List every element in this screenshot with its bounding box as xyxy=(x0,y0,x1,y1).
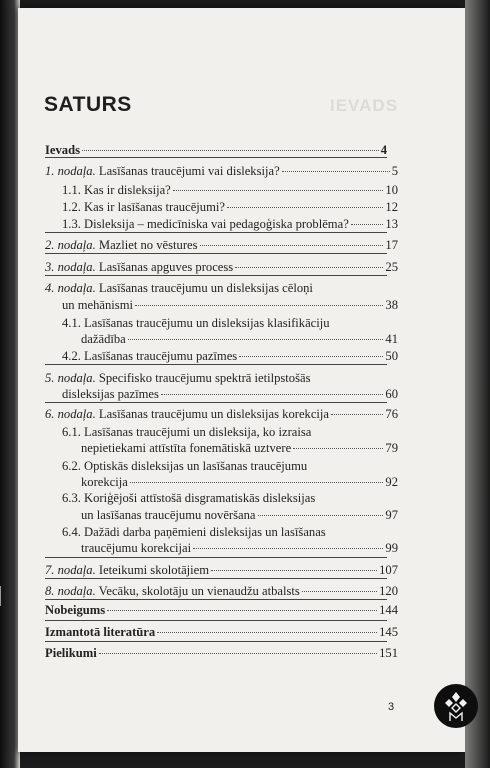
toc-entry-chapter-4-cont xyxy=(62,298,398,313)
toc-entry-chapter-7 xyxy=(45,563,398,578)
toc-entry-page: 10 xyxy=(385,183,398,197)
toc-entry-section-6-2-cont xyxy=(81,475,398,490)
page-title: SATURS xyxy=(44,93,132,116)
separator-line xyxy=(45,232,387,233)
toc-entry-page: 120 xyxy=(379,584,398,598)
toc-entry-page: 151 xyxy=(379,646,398,660)
facing-page-edge xyxy=(465,0,490,768)
show-through-heading: IEVADS xyxy=(330,96,399,115)
chapter-number: 3. nodaļa. xyxy=(45,260,96,274)
toc-entry-section-6-3-cont xyxy=(81,508,398,523)
toc-entry-title-continued: un lasīšanas traucējumu novēršana xyxy=(81,508,256,522)
separator-line xyxy=(45,364,387,365)
toc-entry-page: 107 xyxy=(379,563,398,577)
toc-entry-title: Specifisko traucējumu spektrā ietilpstošās xyxy=(95,371,311,385)
toc-entry-pielikumi xyxy=(45,646,398,661)
toc-entry-title: Lasīšanas traucējumi vai disleksija? xyxy=(95,164,280,178)
separator-line xyxy=(45,253,387,254)
toc-entry-page: 145 xyxy=(379,625,398,639)
chapter-number: 1. nodaļa. xyxy=(45,164,96,178)
separator-line xyxy=(45,557,387,558)
toc-entry-page: 50 xyxy=(385,349,398,363)
toc-entry-title: 1.3. Disleksija – medicīniska vai pedagoģiska problēma? xyxy=(62,217,349,231)
separator-line xyxy=(45,641,387,642)
separator-line xyxy=(45,275,387,276)
toc-entry-title: Izmantotā literatūra xyxy=(45,625,156,639)
toc-entry-section-6-1-cont xyxy=(81,441,398,456)
toc-entry-chapter-3 xyxy=(45,260,398,275)
toc-entry-chapter-5 xyxy=(45,371,310,386)
toc-entry-section-6-4: 6.4. Dažādi darba paņēmieni disleksijas un lasīšanas xyxy=(62,525,326,539)
toc-entry-title: Ievads xyxy=(45,143,80,157)
toc-entry-title: Lasīšanas apguves process xyxy=(95,260,234,274)
toc-entry-literatura xyxy=(45,625,398,640)
toc-entry-title: Lasīšanas traucējumu un disleksijas korekcija xyxy=(95,407,330,421)
toc-entry-chapter-4 xyxy=(45,281,313,296)
watermark-logo-icon xyxy=(434,684,478,728)
toc-entry-page: 79 xyxy=(385,441,398,455)
toc-entry-chapter-8 xyxy=(45,584,398,599)
chapter-number: 2. nodaļa. xyxy=(45,238,96,252)
toc-entry-title-continued: korekcija xyxy=(81,475,128,489)
toc-entry-page: 76 xyxy=(385,407,398,421)
toc-entry-title-continued: un mehānismi xyxy=(62,298,134,312)
chapter-number: 6. nodaļa. xyxy=(45,407,96,421)
toc-entry-section-1-2 xyxy=(62,200,398,215)
toc-entry-title-continued: nepietiekami attīstīta fonemātiskā uztvere xyxy=(81,441,292,455)
toc-entry-page: 60 xyxy=(385,387,398,401)
toc-entry-page: 144 xyxy=(379,603,398,617)
toc-entry-page: 92 xyxy=(385,475,398,489)
separator-line xyxy=(45,578,387,579)
toc-entry-chapter-6 xyxy=(45,407,398,422)
toc-entry-title: Pielikumi xyxy=(45,646,97,660)
toc-entry-title: Lasīšanas traucējumu un disleksijas cēloņi xyxy=(95,281,313,295)
toc-entry-section-6-1: 6.1. Lasīšanas traucējumi un disleksija, ko izraisa xyxy=(62,425,312,439)
chapter-number: 4. nodaļa. xyxy=(45,281,96,295)
toc-entry-title: Mazliet no vēstures xyxy=(95,238,198,252)
toc-entry-page: 5 xyxy=(391,164,398,178)
toc-entry-page: 4 xyxy=(380,143,387,157)
toc-entry-section-6-3: 6.3. Koriģējoši attīstošā disgramatiskās disleksijas xyxy=(62,491,316,505)
toc-entry-title: Vecāku, skolotāju un vienaudžu atbalsts xyxy=(95,584,300,598)
toc-entry-section-4-1-cont xyxy=(81,332,398,347)
toc-entry-chapter-5-cont xyxy=(62,387,398,402)
toc-entry-page: 13 xyxy=(385,217,398,231)
toc-entry-page: 25 xyxy=(385,260,398,274)
toc-entry-section-4-1: 4.1. Lasīšanas traucējumu un disleksijas klasifikāciju xyxy=(62,316,330,330)
toc-entry-page: 17 xyxy=(385,238,398,252)
toc-entry-page: 38 xyxy=(385,298,398,312)
toc-entry-page: 99 xyxy=(385,541,398,555)
separator-line xyxy=(45,599,387,600)
separator-line xyxy=(45,157,387,158)
book-spine-shadow xyxy=(0,0,20,768)
chapter-number: 7. nodaļa. xyxy=(45,563,96,577)
toc-entry-nobeigums xyxy=(45,603,398,618)
toc-entry-title: 4.2. Lasīšanas traucējumu pazīmes xyxy=(62,349,238,363)
toc-entry-title: 1.1. Kas ir disleksija? xyxy=(62,183,171,197)
toc-entry-title: Ieteikumi skolotājiem xyxy=(95,563,210,577)
toc-entry-title-continued: disleksijas pazīmes xyxy=(62,387,159,401)
toc-entry-chapter-2 xyxy=(45,238,398,253)
toc-entry-section-6-2: 6.2. Optiskās disleksijas un lasīšanas traucējumu xyxy=(62,459,308,473)
toc-entry-section-4-2 xyxy=(62,349,398,364)
separator-line xyxy=(45,402,387,403)
toc-entry-page: 12 xyxy=(385,200,398,214)
toc-entry-section-6-4-cont xyxy=(81,541,398,556)
toc-entry-title-continued: traucējumu korekcijai xyxy=(81,541,192,555)
toc-entry-title: Nobeigums xyxy=(45,603,106,617)
chapter-number: 8. nodaļa. xyxy=(45,584,96,598)
toc-entry-section-1-1 xyxy=(62,183,398,198)
toc-entry-title: 1.2. Kas ir lasīšanas traucējumi? xyxy=(62,200,225,214)
toc-entry-page: 97 xyxy=(385,508,398,522)
separator-line xyxy=(45,620,387,621)
pencil-line xyxy=(0,586,15,606)
chapter-number: 5. nodaļa. xyxy=(45,371,96,385)
toc-entry-page: 41 xyxy=(385,332,398,346)
page-number: 3 xyxy=(388,701,395,713)
toc-entry-section-1-3 xyxy=(62,217,398,232)
toc-entry-chapter-1 xyxy=(45,164,398,179)
toc-entry-title-continued: dažādība xyxy=(81,332,126,346)
toc-entry-ievads xyxy=(45,143,387,158)
